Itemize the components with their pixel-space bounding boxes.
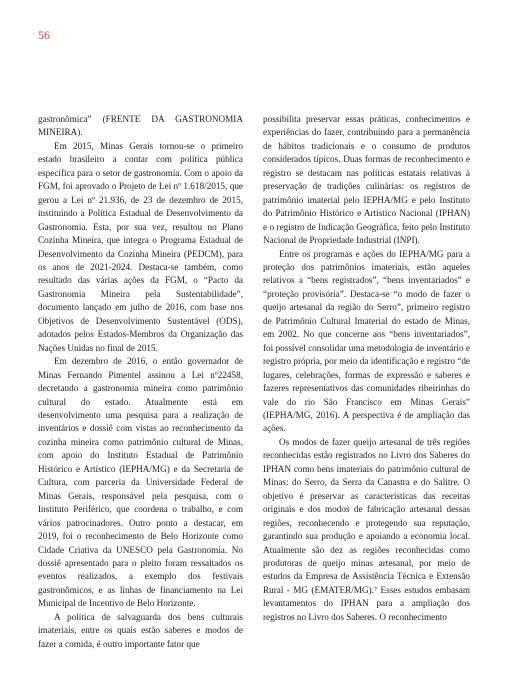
paragraph: gastronômica” (FRENTE DA GASTRONOMIA MINEIRA). xyxy=(38,114,243,138)
paragraph: Os modos de fazer queijo artesanal de três regiões reconhecidas estão registrados no Livro dos Saberes do IPHAN como bens imateriais do patrimônio cultural de Minas: do Serro, da Serra da Canastra e do Salitre. O objetivo é preservar as características das receitas originais e dos modos de fabricação artesanal dessas regiões, reconhecendo e protegendo sua reputação, garantindo sua produção e apoiando a economia local. Atualmente são dez as regiões reconhecidas como produtoras de queijo minas artesanal, por meio de estudos da Empresa de Assistência Técnica e Extensão Rural - MG (EMATER/MG).⁷ Esses estudos embasam levantamentos do IPHAN para a ampliação dos registros no Livro dos Saberes. O reconhecimento xyxy=(263,436,470,622)
paragraph: possibilita preservar essas práticas, conhecimentos e experiências do fazer, contribuindo para a permanência de hábitos tradicionais e o consumo de produtos considerados típicos. Duas formas de reconhecimento e registro se destacam nas políticas estatais relativas à preservação de tradições culinárias: os registros de patrimônio imaterial pelo IEPHA/MG e pelo Instituto do Patrimônio Histórico e Artístico Nacional (IPHAN) e o registro de Indicação Geográfica, feito pelo Instituto Nacional de Propriedade Industrial (INPI). xyxy=(263,114,470,246)
left-text-column xyxy=(38,113,243,651)
right-text-column xyxy=(263,113,470,624)
paragraph: Entre os programas e ações do IEPHA/MG para a proteção dos patrimônios imateriais, estão aqueles relativos a “bens registrados”, “bens inventariados” e “proteção provisória”. Destaca-se “o modo de fazer o queijo artesanal da região do Serro”, primeiro registro de Patrimônio Cultural Imaterial do estado de Minas, em 2002. No que concerne aos “bens inventariados”, foi possível consolidar uma metodologia de inventário e registro própria, por meio da identificação e registro “de lugares, celebrações, formas de expressão e saberes e fazeres representativos das comunidades ribeirinhas do vale do rio São Francisco em Minas Gerais” (IEPHA/MG, 2016). A perspectiva é de ampliação das ações. xyxy=(263,248,470,434)
paragraph: Em 2015, Minas Gerais tornou-se o primeiro estado brasileiro a contar com política pública específica para o setor de gastronomia. Com o apoio da FGM, foi aprovado o Projeto de Lei nº 1.618/2015, que gerou a Lei nº 21.936, de 23 de dezembro de 2015, instituindo a Política Estadual de Desenvolvimento da Gastronomia. Esta, por sua vez, resultou no Plano Cozinha Mineira, que integra o Programa Estadual de Desenvolvimento da Cozinha Mineira (PEDCM), para os anos de 2021-2024. Destaca-se também, como resultado das várias ações da FGM, o “Pacto da Gastronomia Mineira pela Sustentabilidade”, documento lançado em julho de 2016, com base nos Objetivos de Desenvolvimento Sustentável (ODS), adotados pelos Estados-Membros da Organização das Nações Unidas no final de 2015. xyxy=(38,140,243,353)
paragraph: A política de salvaguarda dos bens culturais imateriais, entre os quais estão saberes e modos de fazer a comida, é outro importante fator que xyxy=(38,611,243,649)
page-number: 56 xyxy=(38,28,50,42)
paragraph: Em dezembro de 2016, o então governador de Minas Fernando Pimentel assinou a Lei nº22458, decretando a gastronomia mineira como patrimônio cultural do estado. Atualmente está em desenvolvimento uma pesquisa para a realização de inventários e dossiê com vistas ao reconhecimento da cozinha mineira como patrimônio cultural de Minas, com apoio do Instituto Estadual de Patrimônio Histórico e Artístico (IEPHA/MG) e da Secretaria de Cultura, com parceria da Universidade Federal de Minas Gerais, responsável pela pesquisa, com o Instituto Periférico, que coordena o trabalho, e com vários patrocinadores. Outro ponto a destacar, em 2019, foi o reconhecimento de Belo Horizonte como Cidade Criativa da UNESCO pela Gastronomia. No dossiê apresentado para o pleito foram ressaltados os eventos realizados, a exemplo dos festivais gastronômicos, e as linhas de financiamento na Lei Municipal de Incentivo de Belo Horizonte. xyxy=(38,356,243,609)
